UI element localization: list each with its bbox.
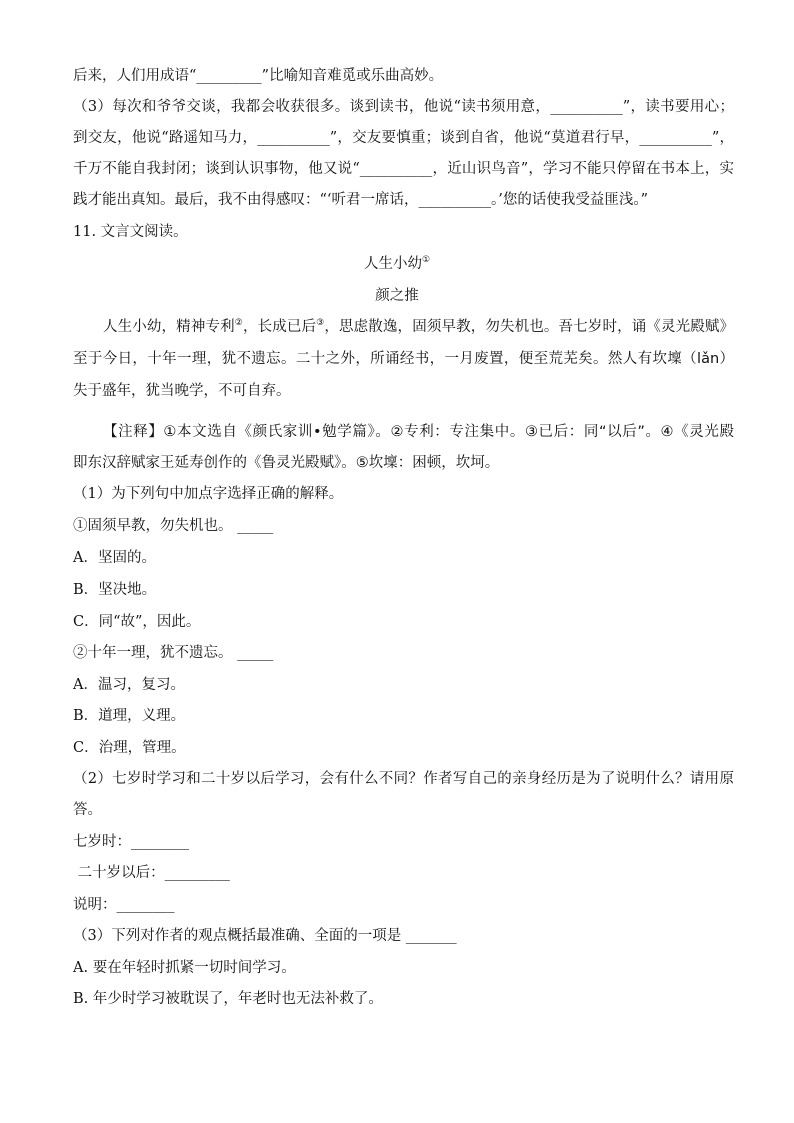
item-text: ① [73,518,88,534]
option-c: C．治理，管理。 [73,740,186,756]
q10-line-4: 千万不能自我封闭；谈到认识事物，他又说“__________，近山识鸟音”，学习不能只停留在书本上，实 [73,161,734,177]
sub-question-2-line-1: （2）七岁时学习和二十岁以后学习，会有什么不同？作者写自己的亲身经历是为了说明什么？请用原 [73,771,734,787]
answer-after-twenty: 二十岁以后：_________ [73,865,230,881]
notes-line-2: 即东汉辞赋家王延寿创作的《鲁灵光殿赋》。⑤坎壈：困顿，坎坷。 [73,455,500,471]
item-text: ，犹不遗忘。 _____ [145,645,274,661]
passage-line-3: 失于盛年，犹当晚学，不可自弃。 [73,383,291,399]
passage-text: 人生小幼，精神专利 [103,319,235,335]
option-c: C．同“故”，因此。 [73,614,201,630]
option-a: A．坚固的。 [73,550,156,566]
answer-explanation: 说明：________ [73,897,175,913]
sub-question-3: （3）下列对作者的观点概括最准确、全面的一项是 _______ [73,928,457,944]
option-b: B．道理，义理。 [73,708,186,724]
footnote-marker: ① [421,255,431,266]
q10-line-1: 后来，人们用成语“_________”比喻知音难觅或乐曲高妙。 [73,68,444,84]
passage-line-1 [103,317,734,337]
passage-text: ，思虑散逸， [324,319,413,335]
answer-seven-years: 七岁时：________ [73,834,189,850]
sub-question-1-item-1 [73,516,734,536]
notes-line-1: 【注释】①本文选自《颜氏家训•勉学篇》。②专利：专注集中。③已后：同“以后”。④《灵光殿 [103,424,734,440]
passage-text: 须早教，勿失机也。吾七岁时，诵《灵光殿赋》 [426,319,734,335]
passage-title-text: 人生小幼 [363,256,422,272]
sub-question-1-item-2 [73,643,734,663]
passage-text: ，犹不遗忘。二十之外，所诵经书，一月废置，便至荒芜矣。然人有坎壈（lǎn） [206,351,734,367]
passage-text: ，长成已后 [242,319,317,335]
option-a: A. 要在年轻时抓紧一切时间学习。 [73,960,296,976]
q10-line-3: 到交友，他说“路遥知马力，__________”，交友要慎重；谈到自省，他说“莫道君行早，__________”， [73,130,734,146]
dotted-character: 固 [87,518,102,534]
question-11-heading: 11. 文言文阅读。 [73,224,188,240]
option-b: B. 年少时学习被耽误了，年老时也无法补救了。 [73,991,383,1007]
item-text: ②十年一 [73,645,131,661]
passage-line-2 [73,349,734,369]
sub-question-2-line-2: 答。 [73,802,102,818]
sub-question-1: （1）为下列句中加点字选择正确的解释。 [73,486,344,502]
passage-text: 至于今日，十年一 [73,351,192,367]
footnote-marker: ③ [316,318,325,329]
q10-line-5: 践才能出真知。最后，我不由得感叹：“‘听君一席话，__________。’您的话使我受益匪浅。” [73,192,649,208]
footnote-marker: ② [234,318,243,329]
dotted-character: 理 [131,645,146,661]
passage-author: 颜之推 [375,288,419,304]
dotted-character: 理 [191,351,207,367]
item-text: 须早教，勿失机也。 _____ [102,518,274,534]
option-b: B．坚决地。 [73,582,157,598]
q10-line-2: （3）每次和爷爷交谈，我都会收获很多。谈到读书，他说“读书须用意，__________”，读书要用心； [73,99,734,115]
passage-title [0,254,794,274]
dotted-character: 固 [412,319,427,335]
option-a: A．温习，复习。 [73,677,185,693]
